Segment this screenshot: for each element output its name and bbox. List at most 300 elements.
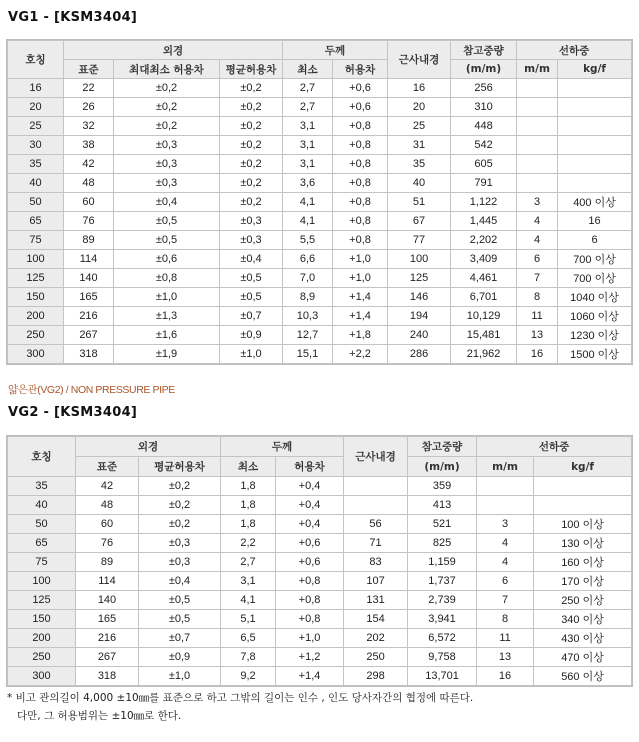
cell-inner: 67 xyxy=(388,212,451,231)
cell-weight: 3,409 xyxy=(451,250,517,269)
cell-od: 165 xyxy=(64,288,114,307)
cell-fl-mm xyxy=(477,477,534,496)
table-row xyxy=(8,174,632,193)
cell-od-maxmin: ±0,8 xyxy=(114,269,220,288)
cell-inner: 77 xyxy=(388,231,451,250)
cell-od-avg: ±0,2 xyxy=(220,174,283,193)
cell-th-min: 1,8 xyxy=(221,515,276,534)
cell-fl-mm xyxy=(517,155,558,174)
cell-th-min: 2,2 xyxy=(221,534,276,553)
cell-nominal: 35 xyxy=(8,477,76,496)
cell-od-avg: ±0,2 xyxy=(220,155,283,174)
cell-od: 89 xyxy=(76,553,139,572)
header-th-tol: 허용차 xyxy=(276,457,344,477)
cell-th-tol: +0,8 xyxy=(333,193,388,212)
cell-th-tol: +0,8 xyxy=(276,610,344,629)
table-row xyxy=(8,496,632,515)
cell-fl-mm: 8 xyxy=(477,610,534,629)
cell-th-min: 3,1 xyxy=(221,572,276,591)
cell-th-tol: +0,8 xyxy=(333,212,388,231)
cell-fl-kgf xyxy=(558,174,632,193)
cell-od: 76 xyxy=(64,212,114,231)
vg1-spec-table xyxy=(7,40,632,364)
cell-od: 32 xyxy=(64,117,114,136)
cell-od: 89 xyxy=(64,231,114,250)
header-th-min: 최소 xyxy=(221,457,276,477)
cell-fl-kgf: 470 이상 xyxy=(534,648,632,667)
header-approx-inner: 근사내경 xyxy=(388,41,451,79)
table-row xyxy=(8,269,632,288)
cell-od: 42 xyxy=(76,477,139,496)
cell-od: 22 xyxy=(64,79,114,98)
header-fl-kgf: kg/f xyxy=(558,60,632,79)
cell-inner: 107 xyxy=(344,572,408,591)
cell-fl-mm: 4 xyxy=(517,231,558,250)
cell-od-avg: ±1,0 xyxy=(220,345,283,364)
table-row xyxy=(8,629,632,648)
cell-th-min: 6,5 xyxy=(221,629,276,648)
cell-fl-kgf: 16 xyxy=(558,212,632,231)
cell-inner: 240 xyxy=(388,326,451,345)
header-od-avg-tol: 평균허용차 xyxy=(220,60,283,79)
cell-od-avg: ±0,2 xyxy=(139,496,221,515)
cell-nominal: 50 xyxy=(8,193,64,212)
cell-od-avg: ±0,5 xyxy=(220,288,283,307)
cell-od: 318 xyxy=(76,667,139,686)
cell-od-maxmin: ±0,5 xyxy=(114,212,220,231)
cell-od-maxmin: ±1,0 xyxy=(114,288,220,307)
cell-od-maxmin: ±1,3 xyxy=(114,307,220,326)
cell-od: 114 xyxy=(64,250,114,269)
cell-od: 76 xyxy=(76,534,139,553)
cell-od: 267 xyxy=(76,648,139,667)
cell-od-avg: ±0,7 xyxy=(139,629,221,648)
note-line-1: * 비고 관의길이 4,000 ±10㎜를 표준으로 하고 그밖의 길이는 인수 , 인도 당사자간의 협정에 따른다. xyxy=(7,692,474,704)
cell-fl-mm: 11 xyxy=(517,307,558,326)
cell-fl-kgf: 340 이상 xyxy=(534,610,632,629)
cell-od: 114 xyxy=(76,572,139,591)
cell-th-min: 8,9 xyxy=(283,288,333,307)
cell-th-tol: +1,0 xyxy=(276,629,344,648)
cell-fl-kgf xyxy=(558,98,632,117)
table-row xyxy=(8,98,632,117)
cell-th-min: 2,7 xyxy=(283,98,333,117)
cell-th-min: 3,1 xyxy=(283,117,333,136)
cell-weight: 15,481 xyxy=(451,326,517,345)
table-row xyxy=(8,667,632,686)
cell-od-maxmin: ±1,9 xyxy=(114,345,220,364)
cell-od: 38 xyxy=(64,136,114,155)
table-row xyxy=(8,648,632,667)
header-ref-weight: 참고중량 xyxy=(451,41,517,60)
cell-fl-kgf xyxy=(558,136,632,155)
cell-fl-mm xyxy=(517,136,558,155)
header-outer-diameter: 외경 xyxy=(76,437,221,457)
cell-th-tol: +0,8 xyxy=(276,591,344,610)
cell-inner: 20 xyxy=(388,98,451,117)
cell-th-min: 9,2 xyxy=(221,667,276,686)
cell-inner: 31 xyxy=(388,136,451,155)
cell-od-maxmin: ±0,3 xyxy=(114,174,220,193)
header-th-min: 최소 xyxy=(283,60,333,79)
cell-od: 318 xyxy=(64,345,114,364)
cell-nominal: 25 xyxy=(8,117,64,136)
cell-od-maxmin: ±0,3 xyxy=(114,155,220,174)
cell-nominal: 125 xyxy=(8,591,76,610)
cell-fl-mm: 13 xyxy=(477,648,534,667)
cell-th-tol: +0,4 xyxy=(276,477,344,496)
header-th-tol: 허용차 xyxy=(333,60,388,79)
cell-weight: 4,461 xyxy=(451,269,517,288)
cell-inner: 56 xyxy=(344,515,408,534)
cell-fl-kgf: 1060 이상 xyxy=(558,307,632,326)
cell-od: 26 xyxy=(64,98,114,117)
header-ref-weight-unit: (m/m) xyxy=(451,60,517,79)
cell-th-min: 7,8 xyxy=(221,648,276,667)
cell-weight: 1,159 xyxy=(408,553,477,572)
cell-weight: 359 xyxy=(408,477,477,496)
cell-nominal: 35 xyxy=(8,155,64,174)
cell-fl-kgf: 250 이상 xyxy=(534,591,632,610)
table-row xyxy=(8,307,632,326)
cell-od-avg: ±0,3 xyxy=(139,534,221,553)
cell-fl-kgf: 170 이상 xyxy=(534,572,632,591)
cell-od: 60 xyxy=(76,515,139,534)
table-row xyxy=(8,477,632,496)
vg2-subtitle: 얇은관(VG2) / NON PRESSURE PIPE xyxy=(8,384,175,396)
cell-th-min: 10,3 xyxy=(283,307,333,326)
cell-fl-kgf: 130 이상 xyxy=(534,534,632,553)
table-row xyxy=(8,515,632,534)
cell-od: 267 xyxy=(64,326,114,345)
cell-weight: 2,202 xyxy=(451,231,517,250)
cell-fl-kgf: 6 xyxy=(558,231,632,250)
cell-od: 48 xyxy=(76,496,139,515)
cell-fl-kgf xyxy=(558,79,632,98)
cell-inner: 154 xyxy=(344,610,408,629)
vg1-title: VG1 - [KSM3404] xyxy=(8,10,138,25)
cell-weight: 1,445 xyxy=(451,212,517,231)
cell-od-maxmin: ±0,6 xyxy=(114,250,220,269)
cell-nominal: 40 xyxy=(8,496,76,515)
header-od-standard: 표준 xyxy=(64,60,114,79)
cell-od: 140 xyxy=(64,269,114,288)
cell-th-tol: +0,6 xyxy=(276,553,344,572)
cell-od-avg: ±0,9 xyxy=(139,648,221,667)
cell-fl-kgf: 700 이상 xyxy=(558,269,632,288)
cell-nominal: 300 xyxy=(8,667,76,686)
cell-weight: 13,701 xyxy=(408,667,477,686)
cell-th-tol: +1,0 xyxy=(333,250,388,269)
cell-fl-mm: 16 xyxy=(517,345,558,364)
header-fl-mm: m/m xyxy=(517,60,558,79)
cell-od-avg: ±0,2 xyxy=(220,117,283,136)
cell-od-avg: ±0,2 xyxy=(139,477,221,496)
table-row xyxy=(8,288,632,307)
cell-th-min: 12,7 xyxy=(283,326,333,345)
cell-fl-mm: 11 xyxy=(477,629,534,648)
cell-weight: 1,737 xyxy=(408,572,477,591)
cell-od-avg: ±0,3 xyxy=(139,553,221,572)
cell-nominal: 20 xyxy=(8,98,64,117)
cell-fl-kgf: 560 이상 xyxy=(534,667,632,686)
cell-th-min: 3,1 xyxy=(283,136,333,155)
cell-inner: 298 xyxy=(344,667,408,686)
cell-weight: 256 xyxy=(451,79,517,98)
header-thickness: 두께 xyxy=(283,41,388,60)
cell-od-avg: ±0,5 xyxy=(139,610,221,629)
table-row xyxy=(8,155,632,174)
cell-th-min: 4,1 xyxy=(283,193,333,212)
cell-od-avg: ±0,3 xyxy=(220,212,283,231)
cell-fl-mm: 7 xyxy=(517,269,558,288)
cell-fl-mm: 6 xyxy=(477,572,534,591)
cell-od: 48 xyxy=(64,174,114,193)
header-ref-weight: 참고중량 xyxy=(408,437,477,457)
table-row xyxy=(8,117,632,136)
cell-nominal: 100 xyxy=(8,250,64,269)
cell-th-tol: +1,2 xyxy=(276,648,344,667)
header-flattening-load: 선하중 xyxy=(477,437,632,457)
cell-weight: 825 xyxy=(408,534,477,553)
cell-fl-kgf: 1040 이상 xyxy=(558,288,632,307)
cell-nominal: 75 xyxy=(8,553,76,572)
table-row xyxy=(8,610,632,629)
cell-th-tol: +0,4 xyxy=(276,496,344,515)
cell-fl-mm: 4 xyxy=(477,553,534,572)
note-line-2: 다만, 그 허용범위는 ±10㎜로 한다. xyxy=(17,710,182,722)
cell-fl-mm: 3 xyxy=(477,515,534,534)
header-od-standard: 표준 xyxy=(76,457,139,477)
cell-fl-mm xyxy=(517,98,558,117)
cell-th-tol: +0,8 xyxy=(333,174,388,193)
cell-th-tol: +0,6 xyxy=(333,79,388,98)
cell-weight: 21,962 xyxy=(451,345,517,364)
cell-weight: 605 xyxy=(451,155,517,174)
cell-nominal: 100 xyxy=(8,572,76,591)
cell-od: 216 xyxy=(64,307,114,326)
cell-od-avg: ±0,2 xyxy=(139,515,221,534)
cell-od-avg: ±0,2 xyxy=(220,98,283,117)
cell-fl-mm xyxy=(477,496,534,515)
cell-inner: 16 xyxy=(388,79,451,98)
cell-od-avg: ±0,7 xyxy=(220,307,283,326)
cell-fl-kgf: 700 이상 xyxy=(558,250,632,269)
cell-inner: 125 xyxy=(388,269,451,288)
cell-od-avg: ±0,9 xyxy=(220,326,283,345)
cell-weight: 310 xyxy=(451,98,517,117)
table-row xyxy=(8,79,632,98)
cell-fl-mm: 16 xyxy=(477,667,534,686)
cell-th-tol: +1,4 xyxy=(333,288,388,307)
cell-od: 60 xyxy=(64,193,114,212)
header-fl-mm: m/m xyxy=(477,457,534,477)
cell-th-min: 4,1 xyxy=(221,591,276,610)
cell-inner xyxy=(344,477,408,496)
table-row xyxy=(8,534,632,553)
header-nominal: 호칭 xyxy=(8,437,76,477)
cell-fl-kgf xyxy=(534,496,632,515)
cell-th-tol: +0,8 xyxy=(333,117,388,136)
cell-weight: 9,758 xyxy=(408,648,477,667)
cell-inner: 83 xyxy=(344,553,408,572)
vg2-spec-table xyxy=(7,436,632,686)
cell-fl-mm: 6 xyxy=(517,250,558,269)
cell-th-tol: +1,8 xyxy=(333,326,388,345)
cell-th-min: 2,7 xyxy=(283,79,333,98)
cell-fl-mm xyxy=(517,117,558,136)
cell-weight: 6,572 xyxy=(408,629,477,648)
cell-od-maxmin: ±0,2 xyxy=(114,117,220,136)
cell-nominal: 300 xyxy=(8,345,64,364)
header-ref-weight-unit: (m/m) xyxy=(408,457,477,477)
table-row xyxy=(8,326,632,345)
cell-fl-kgf xyxy=(558,117,632,136)
header-od-avg-tol: 평균허용차 xyxy=(139,457,221,477)
cell-od-maxmin: ±1,6 xyxy=(114,326,220,345)
header-fl-kgf: kg/f xyxy=(534,457,632,477)
cell-th-min: 6,6 xyxy=(283,250,333,269)
cell-th-tol: +2,2 xyxy=(333,345,388,364)
cell-nominal: 50 xyxy=(8,515,76,534)
cell-od-avg: ±0,3 xyxy=(220,231,283,250)
cell-inner: 146 xyxy=(388,288,451,307)
cell-inner: 35 xyxy=(388,155,451,174)
cell-weight: 6,701 xyxy=(451,288,517,307)
cell-th-tol: +0,8 xyxy=(333,155,388,174)
cell-inner: 194 xyxy=(388,307,451,326)
header-approx-inner: 근사내경 xyxy=(344,437,408,477)
table-row xyxy=(8,572,632,591)
cell-nominal: 30 xyxy=(8,136,64,155)
cell-th-min: 7,0 xyxy=(283,269,333,288)
cell-th-min: 1,8 xyxy=(221,477,276,496)
cell-weight: 521 xyxy=(408,515,477,534)
cell-inner: 40 xyxy=(388,174,451,193)
table-row xyxy=(8,591,632,610)
table-row xyxy=(8,553,632,572)
cell-od-avg: ±0,4 xyxy=(220,250,283,269)
cell-nominal: 65 xyxy=(8,212,64,231)
cell-weight: 2,739 xyxy=(408,591,477,610)
cell-inner: 202 xyxy=(344,629,408,648)
cell-fl-mm: 8 xyxy=(517,288,558,307)
cell-fl-kgf: 100 이상 xyxy=(534,515,632,534)
cell-fl-kgf: 400 이상 xyxy=(558,193,632,212)
cell-inner: 71 xyxy=(344,534,408,553)
cell-od-avg: ±0,2 xyxy=(220,136,283,155)
cell-fl-mm xyxy=(517,79,558,98)
cell-th-tol: +0,8 xyxy=(276,572,344,591)
cell-weight: 10,129 xyxy=(451,307,517,326)
cell-th-tol: +0,8 xyxy=(333,231,388,250)
cell-od-maxmin: ±0,2 xyxy=(114,79,220,98)
cell-weight: 413 xyxy=(408,496,477,515)
cell-inner xyxy=(344,496,408,515)
table-row xyxy=(8,250,632,269)
cell-inner: 131 xyxy=(344,591,408,610)
cell-th-tol: +0,6 xyxy=(333,98,388,117)
cell-od-avg: ±0,4 xyxy=(139,572,221,591)
cell-inner: 25 xyxy=(388,117,451,136)
cell-th-min: 5,1 xyxy=(221,610,276,629)
cell-fl-mm xyxy=(517,174,558,193)
cell-th-tol: +1,0 xyxy=(333,269,388,288)
cell-nominal: 75 xyxy=(8,231,64,250)
cell-od: 165 xyxy=(76,610,139,629)
cell-nominal: 200 xyxy=(8,629,76,648)
vg2-title: VG2 - [KSM3404] xyxy=(8,405,138,420)
cell-od-avg: ±0,2 xyxy=(220,79,283,98)
cell-od-maxmin: ±0,3 xyxy=(114,136,220,155)
table-row xyxy=(8,345,632,364)
table-row xyxy=(8,231,632,250)
cell-weight: 448 xyxy=(451,117,517,136)
cell-od-maxmin: ±0,2 xyxy=(114,98,220,117)
cell-nominal: 40 xyxy=(8,174,64,193)
cell-nominal: 250 xyxy=(8,648,76,667)
cell-th-min: 5,5 xyxy=(283,231,333,250)
cell-fl-kgf xyxy=(558,155,632,174)
cell-fl-mm: 13 xyxy=(517,326,558,345)
table-row xyxy=(8,193,632,212)
cell-od: 216 xyxy=(76,629,139,648)
cell-inner: 250 xyxy=(344,648,408,667)
cell-od: 140 xyxy=(76,591,139,610)
cell-od-avg: ±0,5 xyxy=(139,591,221,610)
cell-th-tol: +1,4 xyxy=(276,667,344,686)
header-nominal: 호칭 xyxy=(8,41,64,79)
table-row xyxy=(8,212,632,231)
cell-weight: 791 xyxy=(451,174,517,193)
cell-th-tol: +0,4 xyxy=(276,515,344,534)
cell-nominal: 250 xyxy=(8,326,64,345)
cell-nominal: 150 xyxy=(8,288,64,307)
cell-nominal: 150 xyxy=(8,610,76,629)
cell-od-avg: ±0,5 xyxy=(220,269,283,288)
header-outer-diameter: 외경 xyxy=(64,41,283,60)
cell-inner: 51 xyxy=(388,193,451,212)
cell-th-min: 2,7 xyxy=(221,553,276,572)
cell-fl-kgf: 1500 이상 xyxy=(558,345,632,364)
cell-inner: 286 xyxy=(388,345,451,364)
cell-weight: 542 xyxy=(451,136,517,155)
cell-nominal: 65 xyxy=(8,534,76,553)
cell-od-maxmin: ±0,5 xyxy=(114,231,220,250)
cell-inner: 100 xyxy=(388,250,451,269)
table-row xyxy=(8,136,632,155)
cell-fl-kgf: 430 이상 xyxy=(534,629,632,648)
cell-fl-kgf: 1230 이상 xyxy=(558,326,632,345)
cell-nominal: 125 xyxy=(8,269,64,288)
cell-th-min: 3,6 xyxy=(283,174,333,193)
cell-th-min: 15,1 xyxy=(283,345,333,364)
cell-nominal: 200 xyxy=(8,307,64,326)
cell-th-min: 3,1 xyxy=(283,155,333,174)
cell-fl-mm: 4 xyxy=(477,534,534,553)
cell-od-avg: ±0,2 xyxy=(220,193,283,212)
cell-od-maxmin: ±0,4 xyxy=(114,193,220,212)
cell-fl-kgf xyxy=(534,477,632,496)
header-od-maxmin-tol: 최대최소 허용차 xyxy=(114,60,220,79)
cell-od: 42 xyxy=(64,155,114,174)
header-thickness: 두께 xyxy=(221,437,344,457)
cell-weight: 3,941 xyxy=(408,610,477,629)
header-flattening-load: 선하중 xyxy=(517,41,632,60)
cell-weight: 1,122 xyxy=(451,193,517,212)
cell-th-tol: +0,6 xyxy=(276,534,344,553)
cell-th-min: 1,8 xyxy=(221,496,276,515)
